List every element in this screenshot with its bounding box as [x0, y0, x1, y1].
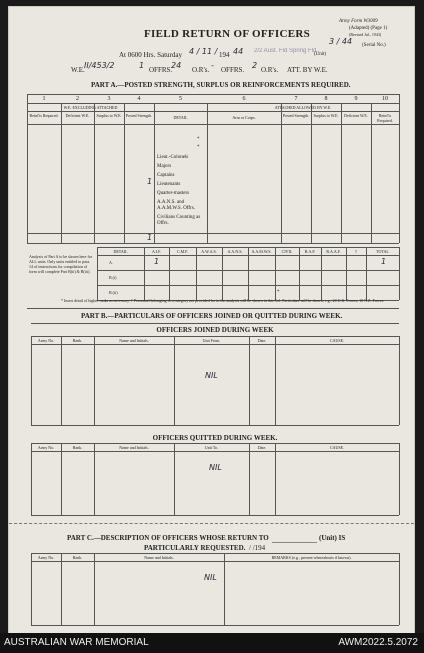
- joined-col-unit-from: Unit From.: [202, 338, 221, 343]
- part-c-col-remarks: REMARKS (e.g., present whereabouts if known).: [271, 555, 352, 560]
- col-number-10: 10: [382, 96, 388, 102]
- handwritten-offrs: 1: [139, 61, 145, 70]
- joined-heading: OFFICERS JOINED DURING WEEK: [156, 326, 274, 334]
- quitted-col-unit-to: Unit To.: [204, 445, 219, 450]
- part-a-footnote: * Insert detail of higher ranks as necessary. † Personnel belonging to a category not provided for in the analysis will be shown in this Col. Particulars will be shown, e.g., 20 U.K. Forces; 10 N.Z. Forces.: [61, 298, 385, 303]
- sub-header-posted-right: Posted Strength.: [282, 113, 310, 118]
- analysis-header-cmf: C.M.F.: [176, 249, 189, 254]
- col-number-3: 3: [107, 96, 111, 102]
- analysis-row-a: A.: [109, 260, 113, 265]
- unit-label: (Unit): [314, 52, 327, 57]
- ors-att-label: O.R's.: [261, 66, 279, 74]
- handwritten-total-a: 1: [381, 257, 387, 266]
- quitted-col-date: Date.: [257, 445, 267, 450]
- analysis-header-other: †: [355, 249, 357, 254]
- rank-captains: Captains: [157, 173, 175, 178]
- quitted-col-army-no: Army No.: [37, 445, 55, 450]
- rank-lieutenants: Lieutenants: [157, 182, 181, 187]
- rank-civilians: Civilians Counting as Offrs.: [157, 215, 201, 226]
- analysis-header-civil: CIVIL: [281, 249, 293, 254]
- star-marker-1: *: [197, 137, 200, 142]
- unit-stamp: 2/2 Aust. Fld Spring Fld: [254, 48, 317, 54]
- archive-name: AUSTRALIAN WAR MEMORIAL: [4, 637, 149, 648]
- handwritten-aif-a: 1: [154, 257, 160, 266]
- year-prefix: 194: [219, 51, 230, 59]
- joined-col-rank: Rank.: [72, 338, 83, 343]
- part-c-col-army-no: Army No.: [37, 555, 55, 560]
- att-by-we-label: ATT. BY W.E.: [287, 66, 328, 74]
- offrs-att-label: OFFRS.: [221, 66, 245, 74]
- part-c-heading-end: (Unit) IS: [319, 534, 346, 542]
- col-number-6: 6: [242, 96, 246, 102]
- rank-majors: Majors: [157, 164, 172, 169]
- analysis-header-raaf: R.A.A.F.: [326, 249, 341, 254]
- sub-header-deficient-left: Deficient W.E.: [65, 113, 90, 118]
- we-label: W.E.: [71, 66, 85, 74]
- attached-allowed-header: ATTACHED ALLOWED BY W.E.: [274, 105, 332, 110]
- serial-label: (Serial No.): [362, 43, 386, 48]
- analysis-header-aans: A.A.N.S.: [227, 249, 243, 254]
- form-title: FIELD RETURN OF OFFICERS: [144, 28, 311, 40]
- col-number-7: 7: [294, 96, 298, 102]
- analysis-row-b2: B.(ii): [109, 290, 118, 295]
- ors-label: O.R's.: [192, 66, 210, 74]
- joined-col-army-no: Army No.: [37, 338, 55, 343]
- part-c-date: / /194: [249, 544, 266, 552]
- analysis-header-aif: A.I.F.: [151, 249, 162, 254]
- army-form-number: Army Form W3009: [339, 19, 378, 24]
- joined-col-name: Name and Initials.: [119, 338, 149, 343]
- rank-quarter-masters: Quarter-masters: [157, 191, 190, 196]
- sub-header-deficient-right: Deficient W.E.: [344, 113, 368, 118]
- we-excluding-attached-header: W.E. EXCLUDING ATTACHED: [63, 105, 118, 110]
- handwritten-nil-part-c: NIL: [204, 573, 217, 582]
- quitted-col-rank: Rank.: [72, 445, 83, 450]
- quitted-col-name: Name and Initials.: [119, 445, 149, 450]
- sub-header-posted-left: Posted Strength.: [125, 113, 153, 118]
- quitted-heading: OFFICERS QUITTED DURING WEEK.: [152, 434, 278, 442]
- handwritten-offrs-att: -: [211, 61, 214, 70]
- joined-col-date: Date.: [257, 338, 267, 343]
- handwritten-col4-lieutenants: 1: [147, 177, 153, 186]
- analysis-header-raf: R.A.F.: [304, 249, 316, 254]
- offrs-label: OFFRS.: [149, 66, 173, 74]
- handwritten-nil-quitted: NIL: [209, 463, 222, 472]
- archive-reference: AWM2022.5.2072: [338, 637, 418, 648]
- archive-footer: [0, 633, 424, 653]
- joined-col-cause: CAUSE.: [329, 338, 345, 343]
- part-b-heading: PART B.—PARTICULARS OF OFFICERS JOINED OR QUITTED DURING WEEK.: [81, 312, 343, 320]
- form-page: [8, 6, 415, 635]
- handwritten-date: 4 / 11 /: [189, 47, 218, 56]
- analysis-star-mark: *: [277, 290, 280, 295]
- analysis-note: Analysis of Part A to be shown here for ALL units. Only units entitled to para. 14 of instructions for compilation of form will complete Part B(ii) & B(iii).: [29, 254, 93, 274]
- sub-header-arm-corps: Arm or Corps.: [232, 115, 256, 120]
- rank-aans-aamws: A.A.N.S. and A.A.M.W.S. Offrs.: [157, 200, 195, 211]
- analysis-header-aamws: A.A.M.W.S.: [251, 249, 272, 254]
- analysis-header-total: TOTAL: [376, 249, 389, 254]
- sub-header-reinf-left: Reinf'ts Required.: [29, 113, 59, 118]
- col-number-9: 9: [354, 96, 358, 102]
- col-number-2: 2: [76, 96, 79, 102]
- handwritten-year: 44: [233, 47, 244, 56]
- part-c-col-name: Name and Initials.: [144, 555, 174, 560]
- col-number-8: 8: [324, 96, 328, 102]
- at-hours-label: At 0600 Hrs. Saturday: [119, 51, 182, 59]
- part-a-heading: PART A.—POSTED STRENGTH, SURPLUS OR REINFORCEMENTS REQUIRED.: [91, 81, 351, 89]
- part-c-heading: PART C.—DESCRIPTION OF OFFICERS WHOSE RETURN TO: [67, 534, 269, 542]
- detail-header: DETAIL: [173, 115, 188, 120]
- analysis-row-b1: B.(i): [109, 275, 117, 280]
- adapted-label: (Adapted) (Page 1): [349, 26, 388, 31]
- handwritten-serial: 3 / 44: [329, 37, 353, 46]
- handwritten-ors-att: 2: [252, 61, 258, 70]
- sub-header-reinf-right: Reinf'ts Required.: [377, 113, 393, 123]
- quitted-col-cause: CAUSE.: [329, 445, 345, 450]
- part-c-heading-2: PARTICULARLY REQUESTED.: [144, 544, 246, 552]
- col-number-1: 1: [42, 96, 46, 102]
- sub-header-surplus-left: Surplus to W.E.: [96, 113, 122, 118]
- part-c-col-rank: Rank.: [72, 555, 83, 560]
- col-number-4: 4: [137, 96, 141, 102]
- col-number-5: 5: [179, 96, 182, 102]
- sub-header-surplus-right: Surplus to W.E.: [313, 113, 339, 118]
- handwritten-nil-joined: NIL: [205, 371, 218, 380]
- handwritten-ors: 24: [171, 61, 182, 70]
- analysis-header-awas: A.W.A.S.: [201, 249, 217, 254]
- rank-lieut-colonels: Lieut.-Colonels: [157, 155, 189, 160]
- analysis-header-detail: DETAIL: [113, 249, 128, 254]
- star-marker-2: *: [197, 145, 200, 150]
- handwritten-col4-total: 1: [147, 233, 153, 242]
- handwritten-we: II/453/2: [84, 61, 115, 70]
- revised-label: (Revised Jul., 1943): [349, 32, 382, 37]
